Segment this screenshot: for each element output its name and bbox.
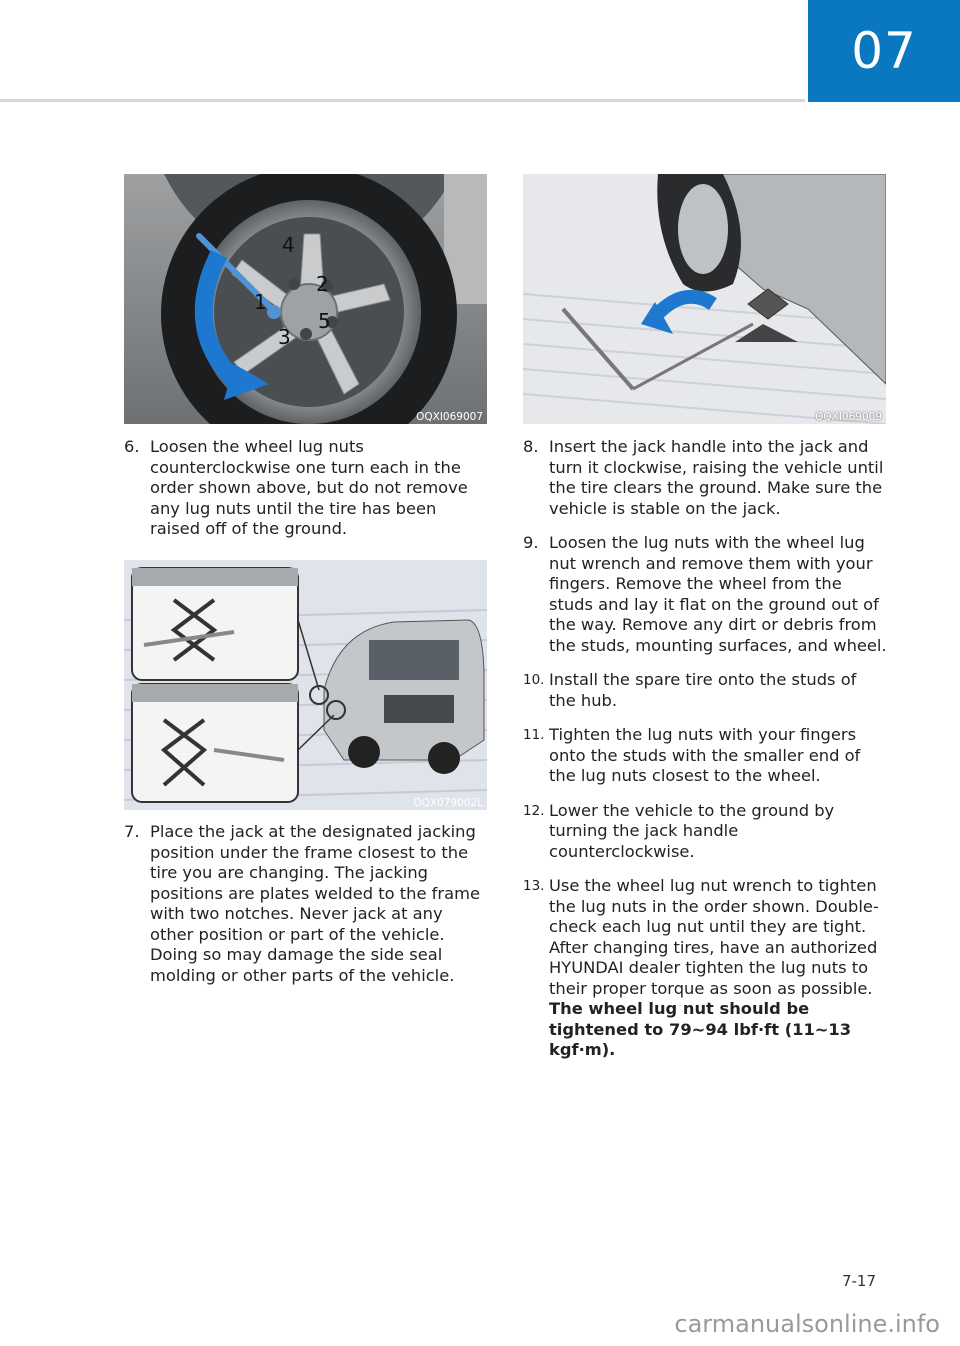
jack-handle-figure bbox=[523, 174, 886, 424]
steps-right bbox=[523, 437, 888, 1075]
step-text: Loosen the lug nuts with the wheel lug nut wrench and remove them with your fingers. Remove the wheel from the studs and lay it flat on the ground out of the way. Remove any dirt or debris from the studs, mounting surfaces, and wheel. bbox=[549, 533, 887, 655]
wheel-lug-nut-figure bbox=[124, 174, 487, 424]
jack-position-figure bbox=[124, 560, 487, 810]
steps-left-top bbox=[124, 437, 489, 554]
figure-code: OQXI069009 bbox=[815, 411, 882, 423]
step-number: 8. bbox=[523, 437, 539, 456]
chapter-tab: 07 bbox=[808, 0, 960, 102]
watermark: carmanualsonline.info bbox=[674, 1310, 940, 1338]
step-11 bbox=[523, 725, 888, 787]
jack-handle-illustration bbox=[523, 174, 886, 424]
nut-label-2: 2 bbox=[316, 272, 329, 296]
wheel-illustration bbox=[124, 174, 487, 424]
header-rule bbox=[0, 99, 805, 102]
step-10 bbox=[523, 670, 888, 711]
step-number: 9. bbox=[523, 533, 539, 552]
steps-left-bottom bbox=[124, 822, 489, 1000]
step-6 bbox=[124, 437, 489, 540]
nut-label-4: 4 bbox=[282, 233, 295, 257]
step-text: Use the wheel lug nut wrench to tighten the lug nuts in the order shown. Double-check each lug nut until they are tight. After changing tires, have an authorized HYUNDAI dealer tighten the lug nuts to their proper torque as soon as possible. bbox=[549, 876, 879, 998]
step-8 bbox=[523, 437, 888, 519]
step-number: 7. bbox=[124, 822, 140, 841]
figure-code: OQX079002L bbox=[413, 797, 483, 809]
nut-label-5: 5 bbox=[318, 309, 331, 333]
step-text: Tighten the lug nuts with your fingers onto the studs with the smaller end of the lug nuts closest to the wheel. bbox=[549, 725, 861, 785]
step-13 bbox=[523, 876, 888, 1061]
step-text: Loosen the wheel lug nuts counterclockwise one turn each in the order shown above, but do not remove any lug nuts until the tire has been raised off of the ground. bbox=[150, 437, 468, 538]
step-number: 10. bbox=[523, 672, 545, 688]
step-number: 13. bbox=[523, 878, 545, 894]
step-9 bbox=[523, 533, 888, 656]
step-12 bbox=[523, 801, 888, 863]
step-number: 11. bbox=[523, 727, 545, 743]
step-text: Lower the vehicle to the ground by turning the jack handle counterclockwise. bbox=[549, 800, 835, 861]
nut-label-3: 3 bbox=[278, 325, 291, 349]
figure-code: OQXI069007 bbox=[416, 411, 483, 423]
torque-spec: The wheel lug nut should be tightened to 79~94 lbf·ft (11~13 kgf·m). bbox=[549, 999, 852, 1059]
step-text: Insert the jack handle into the jack and turn it clockwise, raising the vehicle until the tire clears the ground. Make sure the vehicle is stable on the jack. bbox=[549, 437, 884, 518]
jack-position-illustration bbox=[124, 560, 487, 810]
step-number: 12. bbox=[523, 802, 545, 819]
step-7 bbox=[124, 822, 489, 986]
step-number: 6. bbox=[124, 437, 140, 456]
nut-label-1: 1 bbox=[254, 290, 267, 314]
step-text: Install the spare tire onto the studs of the hub. bbox=[549, 670, 857, 710]
page-number: 7-17 bbox=[841, 1272, 876, 1290]
step-text: Place the jack at the designated jacking position under the frame closest to the tire you are changing. The jacking positions are plates welded to the frame with two notches. Never jack at any other position or part of the vehicle. Doing so may damage the side seal molding or other parts of the vehicle. bbox=[150, 822, 480, 985]
